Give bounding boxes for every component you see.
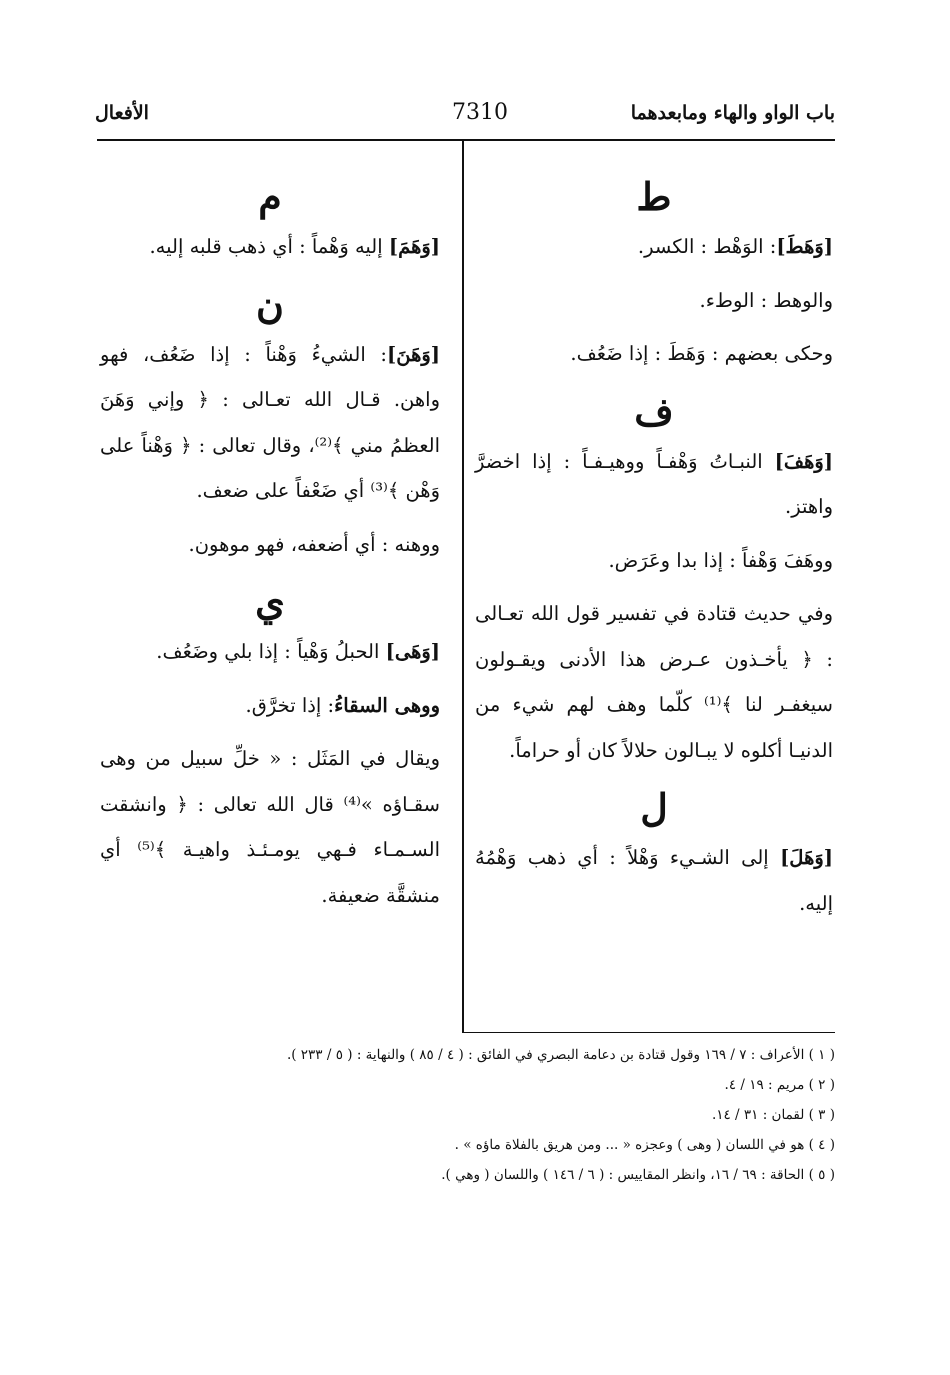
footnote-rule [462, 1032, 835, 1033]
dictionary-entry [475, 224, 833, 270]
entry-text: إلى الشـيء وَهْلاً : أي ذهب وَهْمُهُ إليه. [475, 846, 833, 915]
dictionary-entry [100, 332, 440, 514]
section-letter: ط [636, 174, 672, 219]
section-letter: ف [634, 388, 674, 434]
entry-text: والوهط : الوطء. [699, 288, 833, 312]
section-letter: م [258, 174, 282, 219]
paragraph [100, 736, 440, 918]
entry-text: وفي حديث قتادة في تفسير قول الله تعـالى : ﴿ يأخـذون عـرض هذا الأدنى ويقـولون سيغفـر لنا ﴾⁽¹⁾ كلّما وهف لهم شيء من الدنيـا أكلوه لا يبـالون حلالاً كان أو حراماً. [475, 602, 833, 762]
entry-text: ووهَفَ وَهْفاً : إذا بدا وعَرَض. [608, 548, 833, 572]
right-column [475, 170, 833, 934]
headword: [وَهَفَ] [774, 449, 833, 473]
headword: [وَهَلَ] [780, 846, 833, 869]
dictionary-entry [100, 224, 440, 270]
headword: [وَهَطَ] [776, 235, 833, 258]
entry-text: : الوَهْط : الكسر. [637, 235, 777, 258]
dictionary-entry [475, 835, 833, 926]
paragraph [100, 522, 440, 568]
page-number: 7310 [452, 100, 508, 125]
entry-text: وحكى بعضهم : وَهَطَ : إذا ضَعُف. [570, 342, 833, 365]
section-letter: ن [256, 281, 284, 327]
footnote: ( ١ ) الأعراف : ٧ / ١٦٩ وقول قتادة بن دعامة البصري في الفائق : ( ٤ / ٨٥ ) والنهاية : ( ٥ / ٢٣٣ ). [286, 1047, 835, 1063]
headword: ووهى السقاءُ [334, 693, 440, 717]
header-rule [97, 139, 835, 141]
entry-text: الحبلُ وَهْياً : إذا بلي وضَعُف. [156, 640, 386, 663]
section-letter: ل [640, 785, 668, 830]
dictionary-entry [100, 683, 440, 729]
footnote: ( ٥ ) الحاقة : ٦٩ / ١٦، وانظر المقاييس : ( ٦ / ١٤٦ ) واللسان ( وهي ). [441, 1167, 835, 1183]
entry-text: ويقال في المَثَل : « خلِّ سبيل من وهى سقـاؤه »⁽⁴⁾ قال الله تعالى : ﴿ وانشقت السـمـاء فـهي يومـئـذ واهيـة ﴾⁽⁵⁾ أي منشقَّة ضعيفة. [100, 747, 441, 907]
paragraph [475, 591, 833, 773]
headword: [وَهَمَ] [388, 235, 440, 258]
footnote: ( ٣ ) لقمان : ٣١ / ١٤. [711, 1107, 835, 1123]
paragraph [475, 331, 833, 377]
headword: [وَهَى] [385, 640, 440, 663]
footnotes [97, 1042, 835, 1192]
column-divider [462, 140, 464, 1033]
left-column [100, 170, 440, 926]
paragraph [475, 538, 833, 584]
page-header [95, 100, 835, 140]
section-letter: ي [255, 579, 285, 624]
dictionary-entry [100, 629, 440, 675]
entry-text: النبـاتُ وَهْفـاً ووهيـفـاً : إذا اخضرَّ واهتز. [475, 449, 833, 518]
paragraph [475, 278, 833, 324]
entry-text: : إذا تخرَّق. [245, 693, 335, 717]
section-title: الأفعال [95, 102, 149, 124]
chapter-title: باب الواو والهاء ومابعدهما [630, 102, 835, 124]
footnote: ( ٤ ) هو في اللسان ( وهى ) وعجزه « ... ومن هريق بالفلاة ماؤه » . [454, 1137, 835, 1153]
footnote: ( ٢ ) مريم : ١٩ / ٤. [724, 1077, 835, 1093]
headword: [وَهَنَ] [387, 342, 440, 366]
dictionary-entry [475, 439, 833, 530]
entry-text: ووهنه : أي أضعفه، فهو موهون. [188, 532, 440, 556]
entry-text: إليه وَهْماً : أي ذهب قلبه إليه. [149, 235, 389, 258]
entry-text: : الشيءُ وَهْناً : إذا ضَعُف، فهو واهن. قـال الله تعـالى : ﴿ وإني وَهَنَ العظمُ مني ﴾⁽²⁾، وقال تعالى : ﴿ وَهْناً على وَهْن ﴾⁽³⁾ أي ضَعْفاً على ضعف. [100, 342, 441, 502]
